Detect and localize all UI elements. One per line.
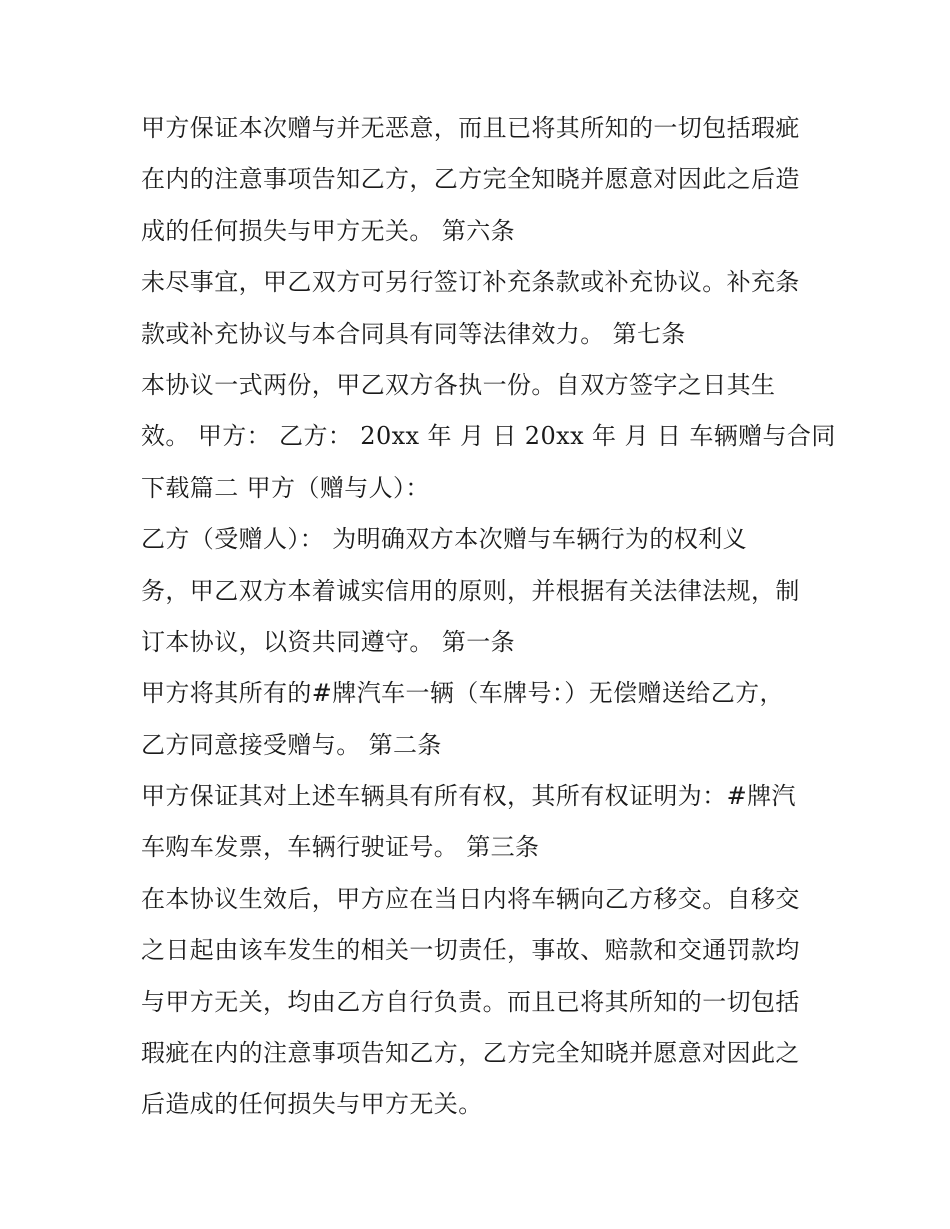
text-line: 后造成的任何损失与甲方无关。: [141, 1090, 483, 1119]
text-line: 款或补充协议与本合同具有同等法律效力。 第七条: [141, 319, 686, 348]
text-line: 车购车发票，车辆行驶证号。 第三条: [141, 833, 540, 862]
text-line: 甲方保证本次赠与并无恶意，而且已将其所知的一切包括瑕疵: [141, 114, 800, 142]
text-line: 瑕疵在内的注意事项告知乙方，乙方完全知晓并愿意对因此之: [141, 1039, 800, 1068]
text-line: 订本协议，以资共同遵守。 第一条: [141, 627, 516, 656]
text-line: 务，甲乙双方本着诚实信用的原则，并根据有关法律法规，制: [141, 576, 800, 605]
text-line: 在内的注意事项告知乙方，乙方完全知晓并愿意对因此之后造: [141, 165, 800, 194]
text-line: 乙方（受赠人）： 为明确双方本次赠与车辆行为的权利义: [141, 525, 748, 554]
text-line: 甲方将其所有的#牌汽车一辆（车牌号：）无偿赠送给乙方，: [141, 679, 784, 708]
text-line: 效。 甲方： 乙方： 20xx 年 月 日 20xx 年 月 日 车辆赠与合同: [141, 422, 836, 451]
text-line: 乙方同意接受赠与。 第二条: [141, 730, 442, 759]
text-line: 未尽事宜，甲乙双方可另行签订补充条款或补充协议。补充条: [141, 268, 800, 297]
text-line: 与甲方无关，均由乙方自行负责。而且已将其所知的一切包括: [141, 987, 800, 1016]
text-line: 下载篇二 甲方（赠与人）：: [141, 473, 430, 502]
text-line: 甲方保证其对上述车辆具有所有权，其所有权证明为：#牌汽: [141, 782, 796, 811]
text-line: 之日起由该车发生的相关一切责任，事故、赔款和交通罚款均: [141, 936, 800, 965]
text-line: 本协议一式两份，甲乙双方各执一份。自双方签字之日其生: [141, 370, 776, 399]
text-line: 在本协议生效后，甲方应在当日内将车辆向乙方移交。自移交: [141, 884, 800, 913]
text-line: 成的任何损失与甲方无关。 第六条: [141, 216, 516, 245]
document-body: [141, 103, 836, 1131]
